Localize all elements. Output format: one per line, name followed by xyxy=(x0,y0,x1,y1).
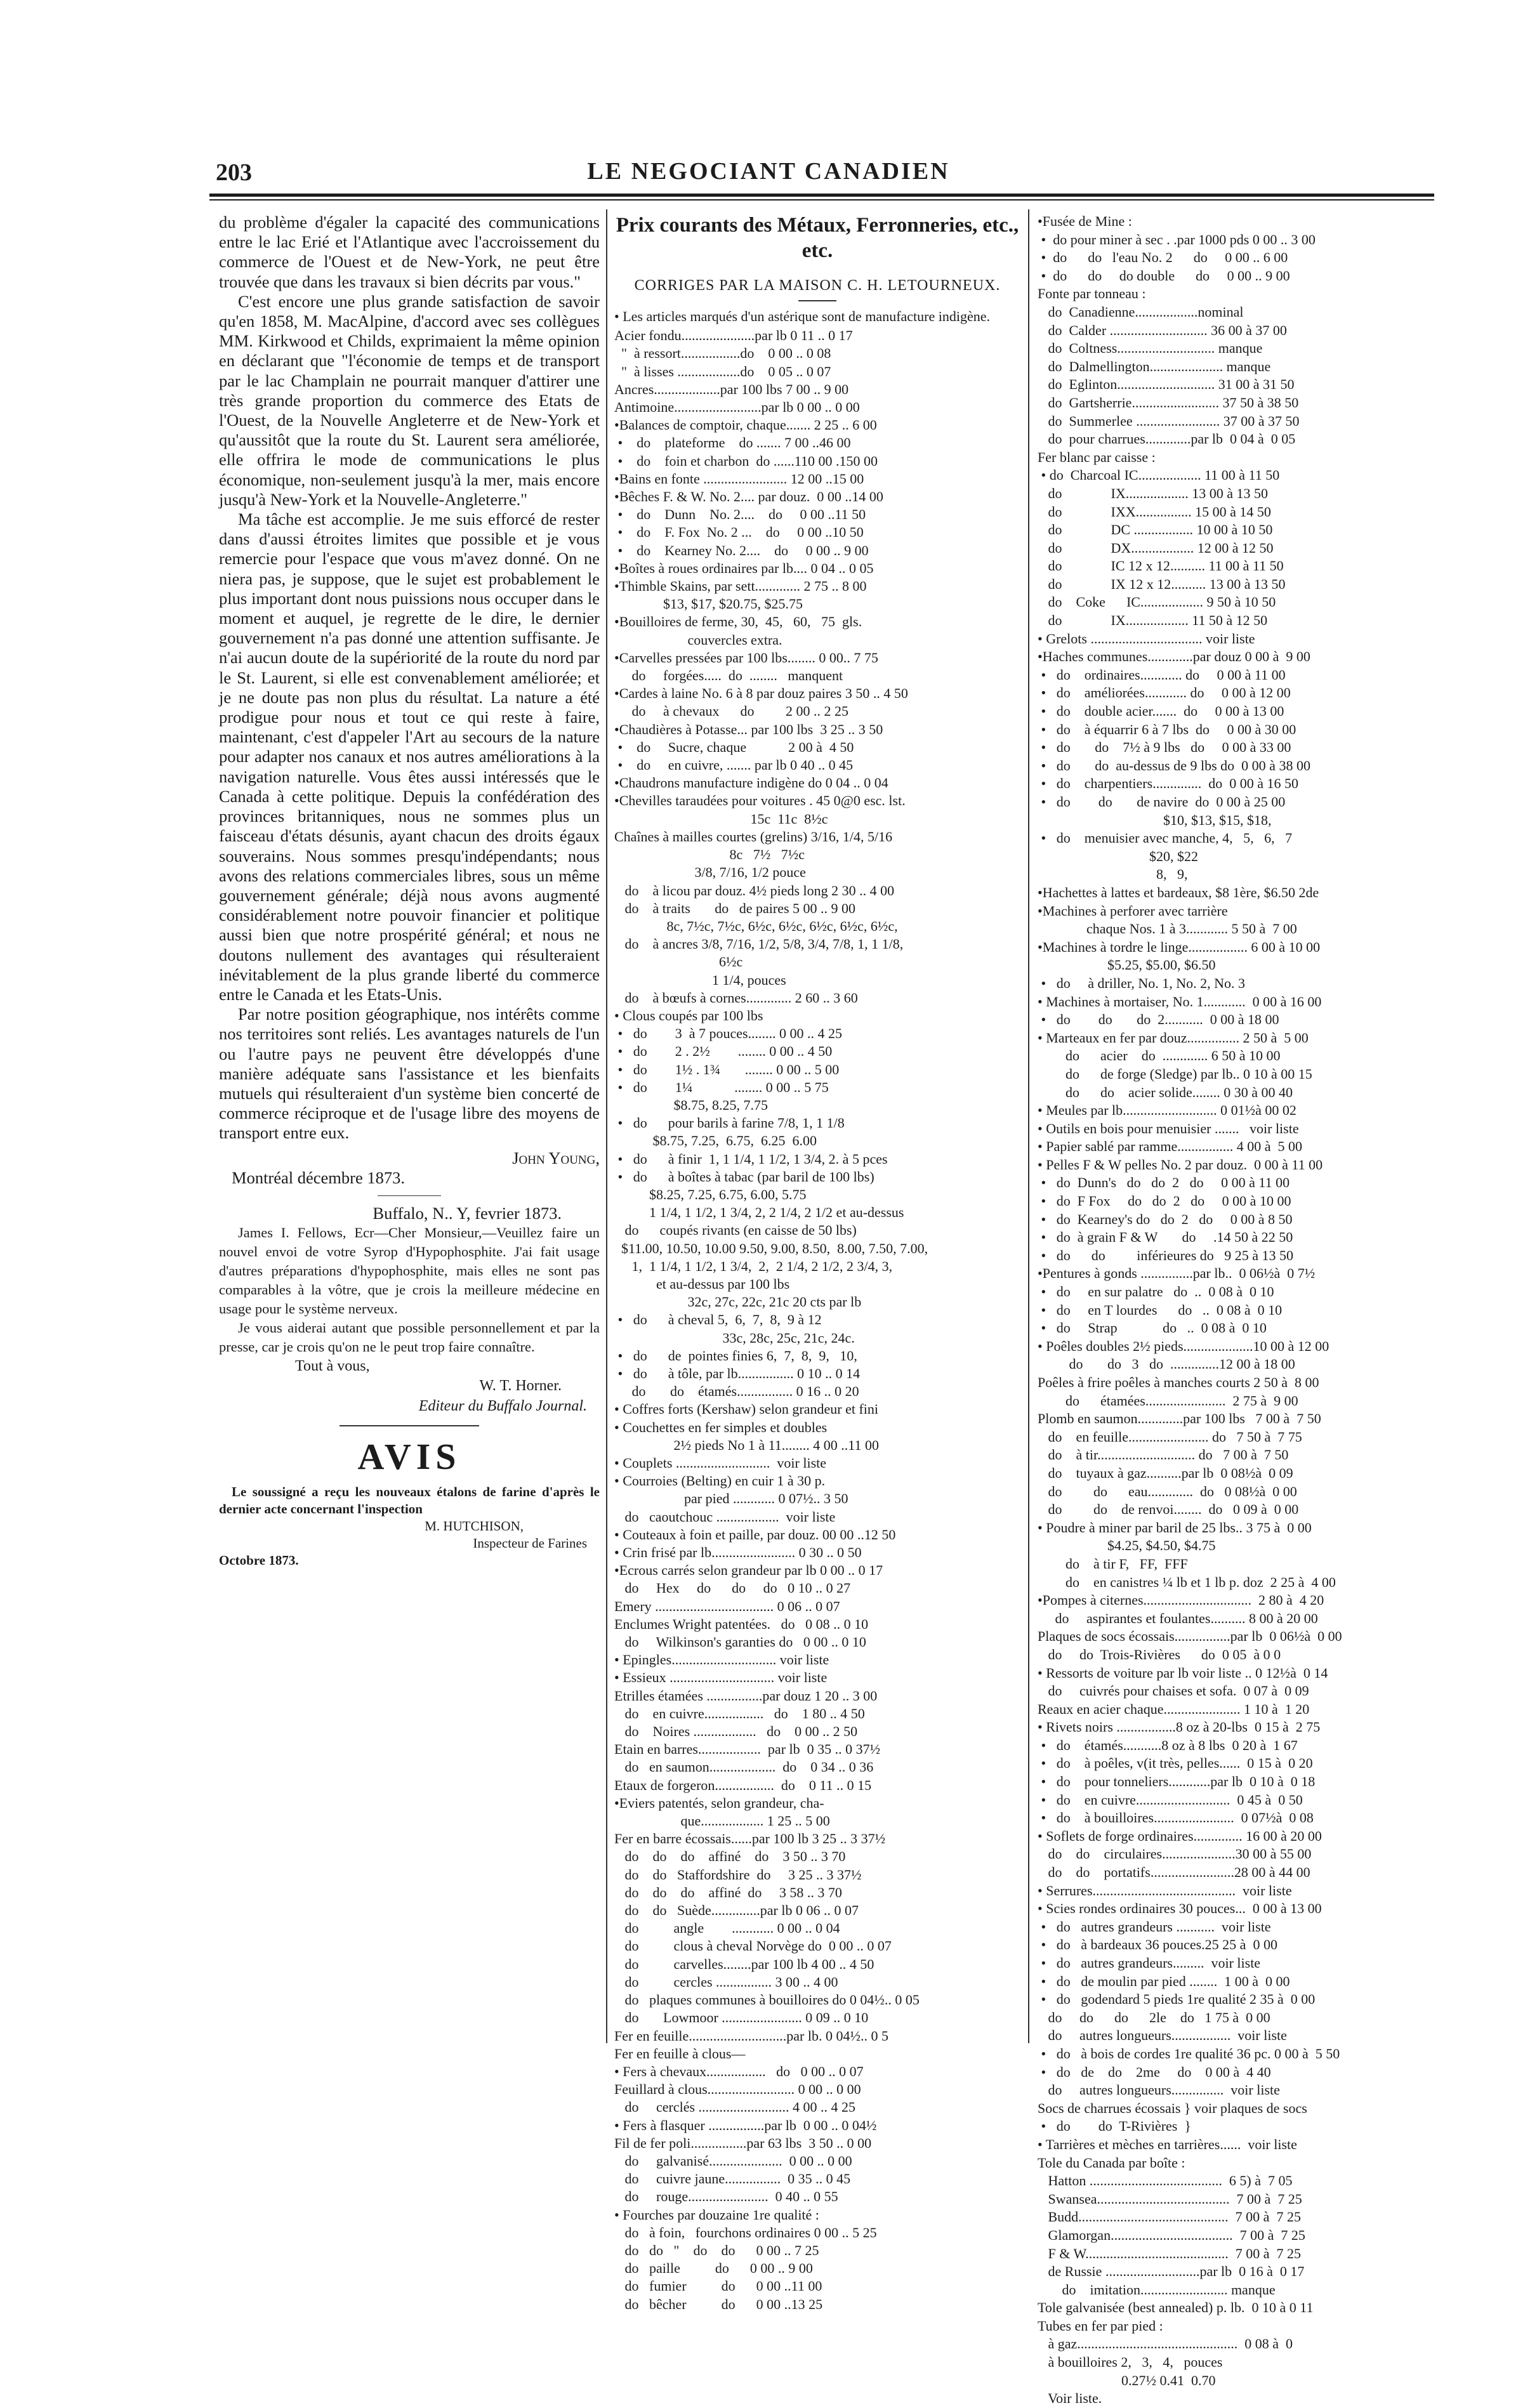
price-line: • do 2 . 2½ ........ 0 00 .. 4 50 xyxy=(614,1043,833,1060)
price-line: • do en T lourdes do .. 0 08 à 0 10 xyxy=(1038,1301,1283,1318)
price-line: • do 1¼ ........ 0 00 .. 5 75 xyxy=(614,1079,829,1095)
price-line: do IX 12 x 12.......... 13 00 à 13 50 xyxy=(1038,576,1286,592)
price-line: do rouge....................... 0 40 .. 0 55 xyxy=(614,2188,838,2205)
price-line: • Fers à flasquer ................par lb 0 00 .. 0 04½ xyxy=(614,2117,877,2133)
price-line: do DC ................. 10 00 à 10 50 xyxy=(1038,522,1273,538)
price-line: do imitation......................... manque xyxy=(1038,2281,1276,2298)
price-line: • Marteaux en fer par douz............... 2 50 à 5 00 xyxy=(1038,1029,1309,1046)
price-line: do en feuille....................... do 7 50 à 7 75 xyxy=(1038,1428,1302,1445)
price-line: Plaques de socs écossais................par lb 0 06½à 0 00 xyxy=(1038,1628,1342,1645)
price-line: • Courroies (Belting) en cuir 1 à 30 p. xyxy=(614,1473,826,1489)
price-line: • do en cuivre........................... 0 45 à 0 50 xyxy=(1038,1791,1303,1808)
price-line: • Rivets noirs .................8 oz à 20-lbs 0 15 à 2 75 xyxy=(1038,1719,1321,1735)
price-line: •Hachettes à lattes et bardeaux, $8 1ère, $6.50 2de xyxy=(1038,884,1319,900)
price-line: do Calder ............................ 36 00 à 37 00 xyxy=(1038,322,1287,338)
avis-signature-name: M. HUTCHISON, xyxy=(425,1518,524,1534)
price-line: • do ordinaires............ do 0 00 à 11 00 xyxy=(1038,666,1286,683)
price-line: Feuillard à clous......................... 0 00 .. 0 00 xyxy=(614,2081,861,2098)
price-line: do autres longueurs............... voir liste xyxy=(1038,2082,1280,2098)
price-line: do de forge (Sledge) par lb.. 0 10 à 00 15 xyxy=(1038,1065,1312,1082)
price-line: do DX.................. 12 00 à 12 50 xyxy=(1038,539,1274,556)
price-line: chaque Nos. 1 à 3............ 5 50 à 7 00 xyxy=(1038,921,1297,937)
price-line: Antimoine.........................par lb 0 00 .. 0 00 xyxy=(614,399,860,416)
paragraph: C'est encore une plus grande satisfaction de savoir qu'en 1858, M. MacAlpine, d'accord avec ses collègues MM. Kirkwood et Childs, exprimaient la même opinion en déclarant que "l'économie de temps et de transport par le lac Champlain ne pourrait manquer d'attirer une très grande proportion du commerce des Etats de l'Ouest, de la Nouvelle Angleterre et de New-York et qu'aussitôt que la route du St. Laurent sera améliorée, elle offrira le mode de communications le plus économique, non-seulement jusqu'à la mer, mais encore jusqu'à New-York et la Nouvelle-Angleterre." xyxy=(219,291,604,509)
price-line: • Epingles.............................. voir liste xyxy=(614,1652,829,1668)
price-line: do do do affiné do 3 50 .. 3 70 xyxy=(614,1848,846,1865)
price-line: do do do 2le do 1 75 à 0 00 xyxy=(1038,2009,1270,2025)
price-list-byline: CORRIGES PAR LA MAISON C. H. LETOURNEUX. xyxy=(634,277,1001,294)
price-line: do IX.................. 11 50 à 12 50 xyxy=(1038,612,1268,629)
price-line: • do 1½ . 1¾ ........ 0 00 .. 5 00 xyxy=(614,1061,840,1077)
price-line: • Fers à chevaux................. do 0 00 .. 0 07 xyxy=(614,2063,864,2079)
price-line: • Poudre à miner par baril de 25 lbs.. 3 75 à 0 00 xyxy=(1038,1519,1312,1536)
price-line: do Noires .................. do 0 00 .. 2 50 xyxy=(614,1723,858,1740)
price-line: do IXX................ 15 00 à 14 50 xyxy=(1038,503,1271,520)
price-line: do tuyaux à gaz..........par lb 0 08½à 0 09 xyxy=(1038,1464,1293,1481)
price-line: • do Kearney No. 2.... do 0 00 .. 9 00 xyxy=(614,542,869,558)
price-line: • do à boîtes à tabac (par baril de 100 lbs) xyxy=(614,1168,874,1185)
price-line: Etain en barres.................. par lb 0 35 .. 0 37½ xyxy=(614,1741,881,1758)
price-line: " à ressort.................do 0 00 .. 0 08 xyxy=(614,345,831,362)
price-line: do cuivre jaune................ 0 35 .. 0 45 xyxy=(614,2171,851,2187)
price-line: do Coke IC.................. 9 50 à 10 50 xyxy=(1038,594,1276,610)
letter-signature-title: Editeur du Buffalo Journal. xyxy=(418,1397,587,1414)
price-line: •Pompes à citernes............................... 2 80 à 4 20 xyxy=(1038,1592,1324,1609)
avis-date: Octobre 1873. xyxy=(219,1552,299,1568)
price-line: $10, $13, $15, $18, xyxy=(1038,812,1272,828)
price-line: • Couchettes en fer simples et doubles xyxy=(614,1419,828,1435)
price-line: à gaz.............................................. 0 08 à 0 xyxy=(1038,2336,1293,2352)
price-line: do paille do 0 00 .. 9 00 xyxy=(614,2260,813,2277)
price-line: 32c, 27c, 22c, 21c 20 cts par lb xyxy=(614,1294,862,1310)
price-line: Ancres...................par 100 lbs 7 00 .. 9 00 xyxy=(614,381,849,397)
price-line: do coupés rivants (en caisse de 50 lbs) xyxy=(614,1222,857,1239)
price-line: que.................. 1 25 .. 5 00 xyxy=(614,1813,830,1829)
paragraph: du problème d'égaler la capacité des communications entre le lac Erié et l'Atlantique avec l'accroissement du commerce de l'Ouest et de New-York, ne peut être trouvée que dans les travaux si bien décrits par vous." xyxy=(219,213,604,291)
letter-body-2: Je vous aiderai autant que possible personnellement et par la presse, car je crois qu'on ne le peut trop faire connaître. xyxy=(219,1320,604,1355)
price-line: • do étamés...........8 oz à 8 lbs 0 20 à 1 67 xyxy=(1038,1737,1298,1753)
price-line: do aspirantes et foulantes.......... 8 00 à 20 00 xyxy=(1038,1610,1318,1626)
price-line: • do menuisier avec manche, 4, 5, 6, 7 xyxy=(1038,830,1293,846)
price-line: •Machines à tordre le linge................. 6 00 à 10 00 xyxy=(1038,938,1321,955)
price-line: • do à driller, No. 1, No. 2, No. 3 xyxy=(1038,975,1246,991)
letter-body: James I. Fellows, Ecr—Cher Monsieur,—Veuillez faire un nouvel envoi de votre Syrop d'Hypophosphite. J'ai fait usage d'autres préparations d'hypophosphite, mais elles ne sont pas comparables à la vôtre, que je crois la meilleure médecine en usage pour le système nerveux. xyxy=(219,1225,604,1317)
price-line: • do autres grandeurs......... voir liste xyxy=(1038,1955,1261,1971)
price-line: do à foin, fourchons ordinaires 0 00 .. 5 25 xyxy=(614,2224,877,2240)
price-line: 8c 7½ 7½c xyxy=(614,846,805,863)
price-line: 3/8, 7/16, 1/2 pouce xyxy=(614,864,806,881)
price-line: •Boîtes à roues ordinaires par lb.... 0 04 .. 0 05 xyxy=(614,560,874,576)
price-lines xyxy=(1038,213,1431,2408)
price-line: • Ressorts de voiture par lb voir liste .. 0 12½à 0 14 xyxy=(1038,1664,1328,1681)
price-line: •Bêches F. & W. No. 2.... par douz. 0 00 ..14 00 xyxy=(614,489,883,505)
price-line: do Canadienne..................nominal xyxy=(1038,303,1244,320)
price-line: • do Dunn No. 2.... do 0 00 ..11 50 xyxy=(614,506,866,523)
price-line: $8.75, 8.25, 7.75 xyxy=(614,1096,768,1113)
price-line: • do do do 2........... 0 00 à 18 00 xyxy=(1038,1011,1279,1028)
price-line: • do à bouilloires....................... 0 07½à 0 08 xyxy=(1038,1810,1314,1826)
header-rule-thin xyxy=(209,199,1434,201)
price-line: •Bains en fonte ........................ 12 00 ..15 00 xyxy=(614,470,864,487)
price-line: • do foin et charbon do ......110 00 .150 00 xyxy=(614,452,878,469)
divider xyxy=(378,1195,441,1196)
column-price-list-2 xyxy=(1038,213,1431,2408)
price-line: •Bouilloires de ferme, 30, 45, 60, 75 gls. xyxy=(614,614,862,630)
price-line: •Machines à perforer avec tarrière xyxy=(1038,902,1228,919)
price-line: do à traits do de paires 5 00 .. 9 00 xyxy=(614,900,856,916)
price-line: • do double acier....... do 0 00 à 13 00 xyxy=(1038,703,1284,720)
price-line: do Hex do do do 0 10 .. 0 27 xyxy=(614,1580,851,1596)
price-line: • do pour miner à sec . .par 1000 pds 0 00 .. 3 00 xyxy=(1038,231,1316,247)
price-line: do do eau............. do 0 08½à 0 00 xyxy=(1038,1483,1297,1499)
price-line: • do do 7½ à 9 lbs do 0 00 à 33 00 xyxy=(1038,739,1291,756)
price-line: • Scies rondes ordinaires 30 pouces... 0 00 à 13 00 xyxy=(1038,1900,1322,1917)
paragraph: Par notre position géographique, nos intérêts comme nos territoires sont reliés. Les avantages naturels de l'un ou l'autre pays ne peuvent être développés d'une manière adéquate sans l'assistance et les bienfaits mutuels qui résulteraient d'un système bien concerté de commerce réciproque et de l'usage libre des moyens de transport entre eux. xyxy=(219,1004,604,1143)
price-line: 1 1/4, pouces xyxy=(614,971,786,988)
price-line: • do de moulin par pied ........ 1 00 à 0 00 xyxy=(1038,1973,1290,1989)
price-line: do en saumon................... do 0 34 .. 0 36 xyxy=(614,1759,874,1775)
price-line: • Crin frisé par lb........................ 0 30 .. 0 50 xyxy=(614,1544,862,1561)
price-list-title: Prix courants des Métaux, Ferronneries, etc., etc. xyxy=(616,214,1024,262)
price-line: • do Strap do .. 0 08 à 0 10 xyxy=(1038,1320,1267,1336)
price-line: do do " do do 0 00 .. 7 25 xyxy=(614,2242,819,2258)
price-line: " à lisses ..................do 0 05 .. 0 07 xyxy=(614,363,831,379)
price-line: Chaînes à mailles courtes (grelins) 3/16, 1/4, 5/16 xyxy=(614,828,893,845)
price-line: 1, 1 1/4, 1 1/2, 1 3/4, 2, 2 1/4, 2 1/2, 2 3/4, 3, xyxy=(614,1258,893,1274)
price-line: 8c, 7½c, 7½c, 6½c, 6½c, 6½c, 6½c, 6½c, xyxy=(614,918,898,934)
price-line: •Pentures à gonds ...............par lb.. 0 06½à 0 7½ xyxy=(1038,1265,1316,1282)
price-line: do bêcher do 0 00 ..13 25 xyxy=(614,2296,823,2312)
price-line: •Thimble Skains, par sett............. 2 75 .. 8 00 xyxy=(614,578,867,595)
price-line: • do de pointes finies 6, 7, 8, 9, 10, xyxy=(614,1347,857,1364)
price-line: do Dalmellington..................... manque xyxy=(1038,358,1271,374)
price-line: do Coltness............................ manque xyxy=(1038,340,1263,357)
price-line: • do à équarrir 6 à 7 lbs do 0 00 à 30 00 xyxy=(1038,721,1296,737)
price-line: Reaux en acier chaque...................... 1 10 à 1 20 xyxy=(1038,1701,1310,1717)
price-line: do pour charrues.............par lb 0 04 à 0 05 xyxy=(1038,431,1296,447)
price-line: do do Staffordshire do 3 25 .. 3 37½ xyxy=(614,1866,862,1883)
price-line: • do do do double do 0 00 .. 9 00 xyxy=(1038,267,1290,284)
price-line: Budd........................................... 7 00 à 7 25 xyxy=(1038,2209,1301,2225)
column-separator xyxy=(1028,209,1029,2043)
price-line: •Haches communes.............par douz 0 00 à 9 00 xyxy=(1038,648,1310,665)
price-line: • do 3 à 7 pouces........ 0 00 .. 4 25 xyxy=(614,1025,843,1042)
price-line: do clous à cheval Norvège do 0 00 .. 0 07 xyxy=(614,1938,892,1954)
price-line: do Wilkinson's garanties do 0 00 .. 0 10 xyxy=(614,1634,866,1650)
price-line: $4.25, $4.50, $4.75 xyxy=(1038,1537,1216,1554)
price-line: couvercles extra. xyxy=(614,631,782,648)
price-line: $13, $17, $20.75, $25.75 xyxy=(614,596,803,612)
price-line: F & W......................................... 7 00 à 7 25 xyxy=(1038,2245,1301,2261)
price-line: • do do de navire do 0 00 à 25 00 xyxy=(1038,794,1286,810)
price-line: • Soflets de forge ordinaires.............. 16 00 à 20 00 xyxy=(1038,1827,1322,1844)
price-line: • do autres grandeurs ........... voir liste xyxy=(1038,1918,1271,1935)
price-line: do fumier do 0 00 ..11 00 xyxy=(614,2278,822,2294)
price-line: • Couplets ........................... voir liste xyxy=(614,1455,827,1471)
price-line: do à tir............................ do 7 00 à 7 50 xyxy=(1038,1447,1289,1463)
price-line: Fer blanc par caisse : xyxy=(1038,449,1156,465)
price-line: do do étamés................ 0 16 .. 0 20 xyxy=(614,1383,859,1400)
page-number: 203 xyxy=(216,159,252,186)
price-line: do autres longueurs................. voir liste xyxy=(1038,2027,1287,2044)
price-line: Tole du Canada par boîte : xyxy=(1038,2154,1185,2171)
price-line: • Fourches par douzaine 1re qualité : xyxy=(614,2206,819,2223)
price-line: •Fusée de Mine : xyxy=(1038,213,1132,229)
price-line: do à tir F, FF, FFF xyxy=(1038,1555,1188,1572)
price-line: • do à grain F & W do .14 50 à 22 50 xyxy=(1038,1229,1293,1246)
price-line: Voir liste. xyxy=(1038,2390,1102,2407)
price-line: Fer en barre écossais......par 100 lb 3 25 .. 3 37½ xyxy=(614,1831,886,1847)
price-line: Fil de fer poli................par 63 lbs 3 50 .. 0 00 xyxy=(614,2135,872,2151)
price-line: do Eglinton............................ 31 00 à 31 50 xyxy=(1038,376,1295,393)
price-lines xyxy=(614,327,1020,2313)
price-line: Tole galvanisée (best annealed) p. lb. 0 10 à 0 11 xyxy=(1038,2299,1314,2316)
price-line: • Pelles F & W pelles No. 2 par douz. 0 00 à 11 00 xyxy=(1038,1156,1323,1173)
price-line: 0.27½ 0.41 0.70 xyxy=(1038,2372,1216,2388)
divider xyxy=(340,1425,479,1426)
price-line: • Couteaux à foin et paille, par douz. 00 00 ..12 50 xyxy=(614,1526,896,1543)
price-line: • Tarrières et mèches en tarrières...... voir liste xyxy=(1038,2136,1297,2152)
avis-title: AVIS xyxy=(357,1435,461,1477)
header-rule-thick xyxy=(209,194,1434,197)
price-line: • Outils en bois pour menuisier ....... voir liste xyxy=(1038,1120,1299,1136)
price-line: do cuivrés pour chaises et sofa. 0 07 à 0 09 xyxy=(1038,1683,1309,1699)
price-line: • do à poêles, v(it très, pelles...... 0 15 à 0 20 xyxy=(1038,1755,1313,1772)
price-line: Enclumes Wright patentées. do 0 08 .. 0 10 xyxy=(614,1615,869,1632)
price-line: de Russie ...........................par lb 0 16 à 0 17 xyxy=(1038,2263,1305,2280)
price-line: $8.25, 7.25, 6.75, 6.00, 5.75 xyxy=(614,1186,807,1202)
price-line: do IC 12 x 12.......... 11 00 à 11 50 xyxy=(1038,558,1284,574)
price-line: do do circulaires.....................30 00 à 55 00 xyxy=(1038,1846,1312,1862)
price-line: • do F. Fox No. 2 ... do 0 00 ..10 50 xyxy=(614,524,864,541)
price-line: • do F Fox do do 2 do 0 00 à 10 00 xyxy=(1038,1193,1291,1209)
price-line: • do plateforme do ....... 7 00 ..46 00 xyxy=(614,435,851,451)
price-line: • do do T-Rivières } xyxy=(1038,2118,1191,2135)
avis-body: Le soussigné a reçu les nouveaux étalons de farine d'après le dernier acte concernant l'inspection xyxy=(219,1484,604,1517)
price-line: • Grelots ................................ voir liste xyxy=(1038,630,1255,647)
price-line: do caoutchouc .................. voir liste xyxy=(614,1508,836,1525)
signature-place: Montréal décembre 1873. xyxy=(232,1168,405,1187)
price-line: do à ancres 3/8, 7/16, 1/2, 5/8, 3/4, 7/8, 1, 1 1/8, xyxy=(614,936,904,952)
column-price-list-1 xyxy=(614,213,1024,2313)
price-line: •Balances de comptoir, chaque....... 2 25 .. 6 00 xyxy=(614,417,877,433)
price-line: do carvelles........par 100 lb 4 00 .. 4 50 xyxy=(614,1956,874,1972)
price-line: Hatton ...................................... 6 5) à 7 05 xyxy=(1038,2173,1293,2189)
price-line: Fer en feuille à clous— xyxy=(614,2045,746,2062)
running-title: LE NEGOCIANT CANADIEN xyxy=(587,158,950,185)
price-line: •Chevilles taraudées pour voitures . 45 0@0 esc. lst. xyxy=(614,793,906,809)
price-line: do IX.................. 13 00 à 13 50 xyxy=(1038,485,1268,501)
paragraph: Ma tâche est accomplie. Je me suis efforcé de rester dans d'aussi étroites limites que possible et je vous remercie pour l'espace que vous m'avez donné. On ne niera pas, je suppose, que le sujet est probablement le plus important dont nous puissions nous occuper dans le moment et auquel, je regrette de le dire, le dernier gouvernement n'a pas donné une attention suffisante. Je n'ai aucun doute de la supériorité de la route du nord par le St. Laurent, si elle est convenablement améliorée; et je ne doute pas non plus du résultat. La nature a été prodigue pour nous et tout ce qui reste à faire, maintenant, c'est d'appeler l'Art au secours de la nature pour adapter nos canaux et nos autres améliorations à la navigation naturelle. Vous êtes aussi intéressés que le Canada à cette politique. Depuis la confédération des provinces britanniques, nous ne sommes plus un faisceau d'états désunis, ayant chacun des droits égaux souverains. Nous sommes presqu'indépendants; nous avons des relations commerciales libres, sous un même gouvernement générale; déjà nous avons augmenté considérablement notre pouvoir financier et politique aussi bien que notre prospérité général; et nous ne doutons nullement des avantages qui résulteraient inévitablement de la plus grande liberté du commerce entre le Canada et les Etats-Unis. xyxy=(219,510,604,1004)
price-line: • do Charcoal IC.................. 11 00 à 11 50 xyxy=(1038,467,1280,484)
price-line: do Summerlee ........................ 37 00 à 37 50 xyxy=(1038,412,1300,429)
price-line: • do do inférieures do 9 25 à 13 50 xyxy=(1038,1247,1294,1263)
price-line: do do portatifs........................28 00 à 44 00 xyxy=(1038,1864,1310,1881)
price-line: do galvanisé..................... 0 00 .. 0 00 xyxy=(614,2152,852,2169)
price-line: • do à finir 1, 1 1/4, 1 1/2, 1 3/4, 2. à 5 pces xyxy=(614,1150,888,1167)
price-line: Etaux de forgeron................. do 0 11 .. 0 15 xyxy=(614,1777,872,1793)
price-line: Emery .................................. 0 06 .. 0 07 xyxy=(614,1598,840,1614)
price-line: 8, 9, xyxy=(1038,866,1188,883)
price-line: $11.00, 10.50, 10.00 9.50, 9.00, 8.50, 8.00, 7.50, 7.00, xyxy=(614,1240,928,1256)
price-line: •Ecrous carrés selon grandeur par lb 0 00 .. 0 17 xyxy=(614,1562,883,1579)
price-line: Acier fondu.....................par lb 0 11 .. 0 17 xyxy=(614,327,853,344)
column-editorial xyxy=(219,213,604,1569)
price-line: • Serrures......................................... voir liste xyxy=(1038,1882,1292,1898)
price-line: • do améliorées............ do 0 00 à 12 00 xyxy=(1038,685,1291,701)
price-line: Swansea...................................... 7 00 à 7 25 xyxy=(1038,2190,1302,2207)
avis-signature-title: Inspecteur de Farines xyxy=(473,1535,587,1551)
price-line: Fer en feuille............................par lb. 0 04½.. 0 5 xyxy=(614,2027,888,2044)
price-line: • do de do 2me do 0 00 à 4 40 xyxy=(1038,2063,1271,2080)
price-line: • do pour tonneliers............par lb 0 10 à 0 18 xyxy=(1038,1773,1316,1790)
price-line: do étamées....................... 2 75 à 9 00 xyxy=(1038,1392,1298,1409)
price-line: • do pour barils à farine 7/8, 1, 1 1/8 xyxy=(614,1115,845,1131)
price-line: do plaques communes à bouilloires do 0 04½.. 0 05 xyxy=(614,1992,920,2008)
price-line: • do do l'eau No. 2 do 0 00 .. 6 00 xyxy=(1038,249,1288,266)
price-line: do Gartsherrie......................... 37 50 à 38 50 xyxy=(1038,394,1299,411)
price-line: do angle ............ 0 00 .. 0 04 xyxy=(614,1920,840,1937)
price-line: 15c 11c 8½c xyxy=(614,810,828,827)
price-line: $20, $22 xyxy=(1038,848,1198,864)
price-line: Tubes en fer par pied : xyxy=(1038,2317,1163,2334)
price-line: do do 3 do ..............12 00 à 18 00 xyxy=(1038,1356,1295,1372)
price-line: • Coffres forts (Kershaw) selon grandeur et fini xyxy=(614,1401,879,1418)
price-line: •Carvelles pressées par 100 lbs........ 0 00.. 7 75 xyxy=(614,649,878,666)
price-list-note: • Les articles marqués d'un astérique sont de manufacture indigène. xyxy=(614,308,991,324)
divider xyxy=(798,300,836,301)
price-line: • Essieux .............................. voir liste xyxy=(614,1669,828,1686)
letter-close: Tout à vous, xyxy=(295,1358,370,1375)
price-line: • do à bardeaux 36 pouces.25 25 à 0 00 xyxy=(1038,1937,1277,1953)
price-line: • Clous coupés par 100 lbs xyxy=(614,1007,763,1023)
price-line: • do godendard 5 pieds 1re qualité 2 35 à 0 00 xyxy=(1038,1991,1316,2008)
signature-name: John Young, xyxy=(512,1148,600,1168)
price-line: •Chaudrons manufacture indigène do 0 04 .. 0 04 xyxy=(614,775,888,791)
price-line: do cerclés .......................... 4 00 .. 4 25 xyxy=(614,2099,856,2115)
price-line: • do à cheval 5, 6, 7, 8, 9 à 12 xyxy=(614,1312,822,1328)
price-line: 2½ pieds No 1 à 11........ 4 00 ..11 00 xyxy=(614,1437,879,1453)
price-line: do à bœufs à cornes............. 2 60 .. 3 60 xyxy=(614,989,858,1006)
price-line: do do Trois-Rivières do 0 05 à 0 0 xyxy=(1038,1646,1281,1662)
price-line: Glamorgan................................... 7 00 à 7 25 xyxy=(1038,2227,1305,2243)
letter-signature: W. T. Horner. xyxy=(479,1378,562,1395)
price-line: $8.75, 7.25, 6.75, 6.25 6.00 xyxy=(614,1133,817,1149)
price-line: • do à tôle, par lb................ 0 10 .. 0 14 xyxy=(614,1365,861,1381)
price-line: do do Suède..............par lb 0 06 .. 0 07 xyxy=(614,1902,859,1919)
price-line: •Chaudières à Potasse... par 100 lbs 3 25 .. 3 50 xyxy=(614,721,883,737)
price-line: do en cuivre................. do 1 80 .. 4 50 xyxy=(614,1705,865,1721)
price-line: Socs de charrues écossais } voir plaques de socs xyxy=(1038,2100,1307,2116)
price-line: do acier do ............. 6 50 à 10 00 xyxy=(1038,1048,1281,1064)
price-line: à bouilloires 2, 3, 4, pouces xyxy=(1038,2354,1223,2371)
price-line: Poêles à frire poêles à manches courts 2 50 à 8 00 xyxy=(1038,1374,1319,1390)
price-line: • Machines à mortaiser, No. 1............ 0 00 à 16 00 xyxy=(1038,993,1322,1010)
price-line: do Lowmoor ....................... 0 09 .. 0 10 xyxy=(614,2010,869,2026)
price-line: do forgées..... do ........ manquent xyxy=(614,668,843,684)
price-line: do do acier solide........ 0 30 à 00 40 xyxy=(1038,1084,1293,1100)
price-line: do cercles ................ 3 00 .. 4 00 xyxy=(614,1973,838,1990)
price-line: $5.25, $5.00, $6.50 xyxy=(1038,957,1216,973)
price-line: do en canistres ¼ lb et 1 lb p. doz 2 25 à 4 00 xyxy=(1038,1574,1336,1590)
price-line: • do en sur palatre do .. 0 08 à 0 10 xyxy=(1038,1284,1274,1300)
price-line: • Papier sablé par ramme................ 4 00 à 5 00 xyxy=(1038,1138,1303,1155)
price-line: 33c, 28c, 25c, 21c, 24c. xyxy=(614,1329,855,1346)
column-separator xyxy=(606,209,607,2043)
price-line: • do charpentiers.............. do 0 00 à 16 50 xyxy=(1038,775,1298,792)
price-line: •Eviers patentés, selon grandeur, cha- xyxy=(614,1794,824,1811)
price-line: • do do au-dessus de 9 lbs do 0 00 à 38 00 xyxy=(1038,757,1310,773)
price-line: do à licou par douz. 4½ pieds long 2 30 .. 4 00 xyxy=(614,882,895,898)
price-line: Plomb en saumon.............par 100 lbs 7 00 à 7 50 xyxy=(1038,1411,1321,1427)
price-line: •Cardes à laine No. 6 à 8 par douz paires 3 50 .. 4 50 xyxy=(614,685,908,702)
price-line: • do à bois de cordes 1re qualité 36 pc. 0 00 à 5 50 xyxy=(1038,2045,1340,2062)
price-line: do do do affiné do 3 58 .. 3 70 xyxy=(614,1884,842,1900)
price-line: 6½c xyxy=(614,954,743,970)
price-line: par pied ............ 0 07½.. 3 50 xyxy=(614,1490,848,1507)
letter-dateline: Buffalo, N.. Y, fevrier 1873. xyxy=(373,1203,562,1223)
price-line: • Poêles doubles 2½ pieds....................10 00 à 12 00 xyxy=(1038,1338,1329,1354)
price-line: • do Dunn's do do 2 do 0 00 à 11 00 xyxy=(1038,1174,1290,1191)
price-line: • do en cuivre, ....... par lb 0 40 .. 0 45 xyxy=(614,757,854,773)
price-line: 1 1/4, 1 1/2, 1 3/4, 2, 2 1/4, 2 1/2 et au-dessus xyxy=(614,1204,904,1221)
price-line: Fonte par tonneau : xyxy=(1038,286,1146,302)
price-line: et au-dessus par 100 lbs xyxy=(614,1275,790,1292)
price-line: • do Sucre, chaque 2 00 à 4 50 xyxy=(614,739,854,755)
price-line: • do Kearney's do do 2 do 0 00 à 8 50 xyxy=(1038,1211,1293,1227)
price-line: do do de renvoi........ do 0 09 à 0 00 xyxy=(1038,1501,1299,1518)
price-line: Etrilles étamées ................par douz 1 20 .. 3 00 xyxy=(614,1687,878,1704)
price-line: • Meules par lb........................... 0 01½à 00 02 xyxy=(1038,1102,1296,1119)
price-line: do à chevaux do 2 00 .. 2 25 xyxy=(614,703,849,720)
